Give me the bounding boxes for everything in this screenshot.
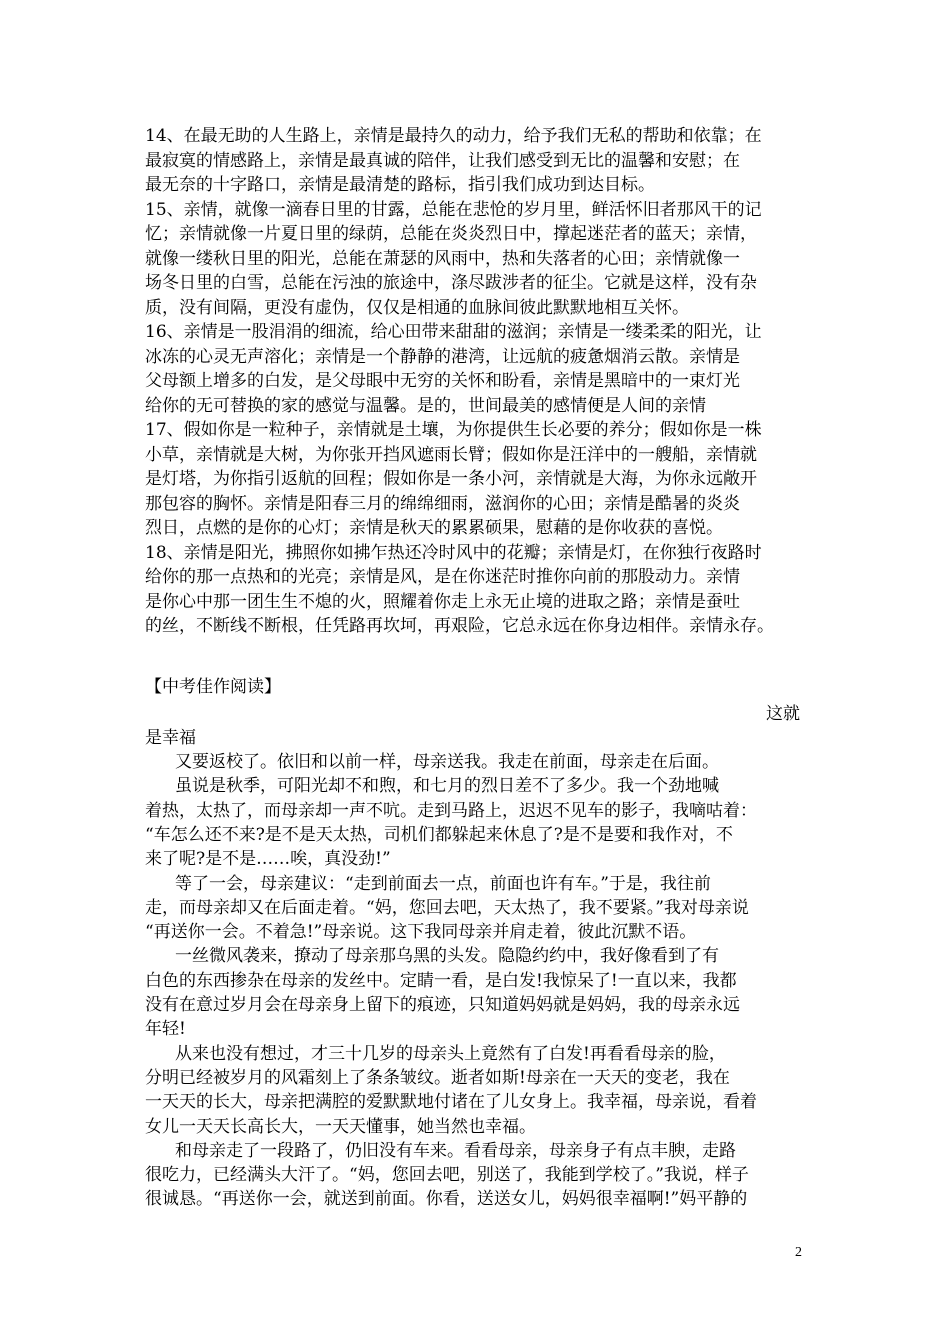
paragraph-line: 父母额上增多的白发，是父母眼中无穷的关怀和盼看，亲情是黑暗中的一束灯光 (145, 371, 740, 391)
paragraph-line: 忆；亲情就像一片夏日里的绿荫，总能在炎炎烈日中，撑起迷茫者的蓝天；亲情， (145, 224, 757, 244)
paragraph-line: 是灯塔，为你指引返航的回程；假如你是一条小河，亲情就是大海，为你永远敞开 (145, 469, 757, 489)
paragraph-line: 没有在意过岁月会在母亲身上留下的痕迹，只知道妈妈就是妈妈，我的母亲永远 (145, 995, 740, 1015)
paragraph-line: 最寂寞的情感路上，亲情是最真诚的陪伴，让我们感受到无比的温馨和安慰；在 (145, 150, 740, 171)
paragraph-line: 一天天的长大，母亲把满腔的爱默默地付诸在了儿女身上。我幸福，母亲说，看着 (145, 1092, 757, 1113)
paragraph-line: 质，没有间隔，更没有虚伪，仅仅是相通的血脉间彼此默默地相互关怀。 (145, 297, 689, 318)
paragraph-line: 冰冻的心灵无声溶化；亲情是一个静静的港湾，让远航的疲惫烟消云散。亲情是 (145, 346, 740, 367)
paragraph-line: 来了呢?是不是……唉，真没劲!” (145, 849, 391, 870)
paragraph-first-line: 一丝微风袭来，撩动了母亲那乌黑的头发。隐隐约约中，我好像看到了有 (175, 946, 719, 967)
paragraph-line: 走，而母亲却又在后面走着。“妈，您回去吧，天太热了，我不要紧。”我对母亲说 (145, 897, 749, 918)
paragraph-line: 的丝，不断线不断根，任凭路再坎坷，再艰险，它总永远在你身边相伴。亲情永存。 (145, 616, 774, 636)
paragraph-line: 是你心中那一团生生不熄的火，照耀着你走上永无止境的进取之路；亲情是蚕吐 (145, 591, 740, 612)
paragraph-first-line: 18、亲情是阳光，拂照你如拂乍热还冷时风中的花瓣；亲情是灯，在你独行夜路时 (145, 542, 762, 563)
paragraph-first-line: 17、假如你是一粒种子，亲情就是土壤，为你提供生长必要的养分；假如你是一株 (145, 420, 762, 440)
paragraph-line: 年轻! (145, 1019, 186, 1040)
paragraph-first-line: 和母亲走了一段路了，仍旧没有车来。看看母亲，母亲身子有点丰腴，走路 (175, 1140, 736, 1161)
paragraph-first-line: 16、亲情是一股涓涓的细流，给心田带来甜甜的滋润；亲情是一缕柔柔的阳光，让 (145, 322, 762, 342)
paragraph-line: “再送你一会。不着急!”母亲说。这下我同母亲并肩走着，彼此沉默不语。 (145, 922, 697, 943)
paragraph-line: 烈日，点燃的是你的心灯；亲情是秋天的累累硕果，慰藉的是你收获的喜悦。 (145, 518, 723, 538)
paragraph-line: 场冬日里的白雪，总能在污浊的旅途中，涤尽跋涉者的征尘。它就是这样，没有杂 (145, 273, 757, 293)
paragraph-first-line: 虽说是秋季，可阳光却不和煦，和七月的烈日差不了多少。我一个劲地喊 (175, 776, 719, 797)
paragraph-line: 很吃力，已经满头大汗了。“妈，您回去吧，别送了，我能到学校了。”我说，样子 (145, 1165, 749, 1186)
paragraph-line: 给你的那一点热和的光亮；亲情是风，是在你迷茫时推你向前的那股动力。亲情 (145, 567, 740, 587)
paragraph-first-line: 等了一会，母亲建议：“走到前面去一点，前面也许有车。”于是，我往前 (175, 873, 711, 894)
paragraph-line: 分明已经被岁月的风霜刻上了条条皱纹。逝者如斯!母亲在一天天的变老，我在 (145, 1067, 730, 1088)
paragraph-first-line: 又要返校了。依旧和以前一样，母亲送我。我走在前面，母亲走在后面。 (175, 752, 719, 772)
paragraph-first-line: 15、亲情，就像一滴春日里的甘露，总能在悲怆的岁月里，鲜活怀旧者那风干的记 (145, 199, 762, 220)
page-number: 2 (795, 1245, 802, 1260)
paragraph-line: 着热，太热了，而母亲却一声不吭。走到马路上，迟迟不见车的影子，我嘀咕着： (145, 800, 757, 821)
section-header: 【中考佳作阅读】 (145, 677, 281, 697)
paragraph-line: 给你的无可替换的家的感觉与温馨。是的，世间最美的感情便是人间的亲情 (145, 395, 706, 416)
paragraph-line: 白色的东西掺杂在母亲的发丝中。定睛一看，是白发!我惊呆了!一直以来，我都 (145, 970, 737, 991)
paragraph-line: 很诚恳。“再送你一会，就送到前面。你看，送送女儿，妈妈很幸福啊!”妈平静的 (145, 1189, 748, 1210)
paragraph-first-line: 14、在最无助的人生路上，亲情是最持久的动力，给予我们无私的帮助和依靠；在 (145, 126, 762, 146)
essay-title-part1: 这就 (766, 704, 800, 724)
paragraph-line: 最无奈的十字路口，亲情是最清楚的路标，指引我们成功到达目标。 (145, 175, 655, 195)
paragraph-line: 小草，亲情就是大树，为你张开挡风遮雨长臂；假如你是汪洋中的一艘船，亲情就 (145, 444, 757, 465)
paragraph-first-line: 从来也没有想过，才三十几岁的母亲头上竟然有了白发!再看看母亲的脸， (175, 1043, 726, 1064)
paragraph-line: 那包容的胸怀。亲情是阳春三月的绵绵细雨，滋润你的心田；亲情是酷暑的炎炎 (145, 493, 740, 514)
paragraph-line: 就像一缕秋日里的阳光，总能在萧瑟的风雨中，热和失落者的心田；亲情就像一 (145, 248, 740, 269)
paragraph-line: “车怎么还不来?是不是天太热，司机们都躲起来休息了?是不是要和我作对，不 (145, 824, 733, 845)
essay-title-part2: 是幸福 (145, 728, 196, 748)
paragraph-line: 女儿一天天长高长大，一天天懂事，她当然也幸福。 (145, 1116, 536, 1137)
